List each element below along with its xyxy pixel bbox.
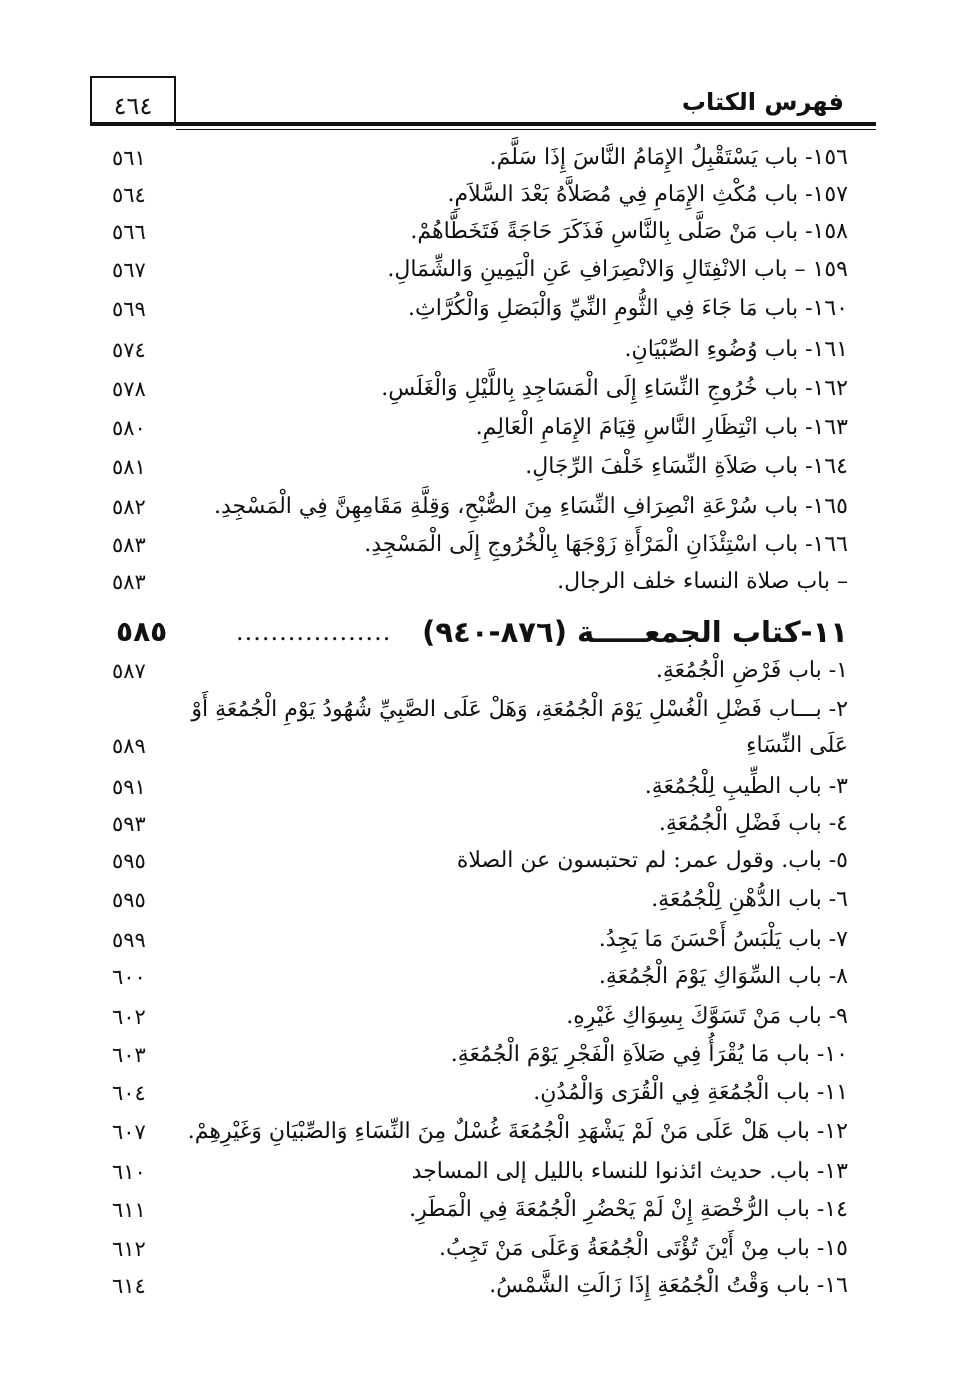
index-entry [0, 1192, 956, 1228]
entry-title: ٩- باب مَنْ تَسَوَّكَ بِسِوَاكِ غَيْرِهِ. [566, 1004, 848, 1029]
entry-title: ١٥- باب مِنْ أَيْنَ تُؤْتَى الْجُمُعَةُ وَعَلَى مَنْ تَجِبُ. [439, 1236, 848, 1261]
index-entry [0, 959, 956, 995]
index-entry [0, 843, 956, 879]
index-entry [0, 332, 956, 368]
entry-page: ٥٧٨ [112, 377, 146, 401]
index-entry [0, 882, 956, 918]
header-rule-thick [90, 122, 876, 126]
entry-page: ٥٩٩ [112, 928, 146, 952]
entry-title: ١- باب فَرْضِ الْجُمُعَةِ. [655, 658, 848, 683]
entry-title: ١٥٦- باب يَسْتَقْبِلُ الإِمَامُ النَّاسَ إِذَا سَلَّمَ. [489, 145, 848, 170]
page-number: ٤٦٤ [113, 92, 153, 120]
entry-title: ٨- باب السِّوَاكِ يَوْمَ الْجُمُعَةِ. [598, 964, 848, 989]
entry-page: ٥٦٩ [112, 297, 146, 321]
entry-page: ٦١٠ [112, 1160, 146, 1184]
entry-title: ١١- باب الْجُمُعَةِ فِي الْقُرَى وَالْمُدُنِ. [533, 1080, 848, 1105]
entry-title: ١٥٧- باب مُكْثِ الإِمَامِ فِي مُصَلاَّهُ بَعْدَ السَّلاَمِ. [447, 182, 848, 207]
running-title: فهرس الكتاب [681, 88, 844, 116]
index-entry [0, 999, 956, 1035]
index-entry [0, 1231, 956, 1267]
entry-page: ٥٦٧ [112, 258, 146, 282]
entry-page: ٥٩٥ [112, 888, 146, 912]
entry-page: ٦٠٠ [112, 965, 146, 989]
entry-title: ١٦- باب وَقْتُ الْجُمُعَةِ إِذَا زَالَتِ الشَّمْسُ. [489, 1273, 848, 1298]
entry-title: ٣- باب الطِّيبِ لِلْجُمُعَةِ. [644, 774, 848, 799]
index-entry [0, 252, 956, 288]
section-title: ١١-كتاب الجمعـــــة (٨٧٦-٩٤٠) [422, 615, 848, 649]
entry-title: – باب صلاة النساء خلف الرجال. [557, 569, 848, 594]
index-entry [0, 806, 956, 842]
entry-title: ١٢- باب هَلْ عَلَى مَنْ لَمْ يَشْهَدِ الْجُمُعَةَ غُسْلٌ مِنَ النِّسَاءِ وَالصِّبْيَانِ وَغَيْرِهِمْ. [187, 1119, 848, 1144]
index-entry [0, 527, 956, 563]
entry-title: ١٤- باب الرُّخْصَةِ إِنْ لَمْ يَحْضُرِ الْجُمُعَةَ فِي الْمَطَرِ. [409, 1197, 848, 1222]
entry-title: ١٦٣- باب انْتِظَارِ النَّاسِ قِيَامَ الإِمَامِ الْعَالِمِ. [475, 415, 848, 440]
entry-title: ٤- باب فَضْلِ الْجُمُعَةِ. [658, 811, 848, 836]
entry-title: ١٦٦- باب اسْتِئْذَانِ الْمَرْأَةِ زَوْجَهَا بِالْخُرُوجِ إِلَى الْمَسْجِدِ. [364, 532, 848, 557]
header-rule-thin [176, 129, 876, 130]
index-entry-multiline [0, 692, 956, 764]
index-entry [0, 922, 956, 958]
entry-page: ٦١٢ [112, 1237, 146, 1261]
entry-title: ١٥٨- باب مَنْ صَلَّى بِالنَّاسِ فَذَكَرَ حَاجَةً فَتَخَطَّاهُمْ. [410, 219, 848, 244]
entry-page: ٦١٤ [112, 1274, 146, 1298]
entry-page: ٦٠٤ [112, 1081, 146, 1105]
entry-title: ١٥٩ – باب الانْفِتَالِ وَالانْصِرَافِ عَنِ الْيَمِينِ وَالشِّمَالِ. [387, 257, 848, 282]
entry-page: ٥٨٧ [112, 659, 146, 683]
entry-page: ٦١١ [112, 1198, 146, 1222]
entry-page: ٥٨٣ [112, 533, 146, 557]
entry-page: ٥٨٠ [112, 416, 146, 440]
entry-page: ٥٦٦ [112, 220, 146, 244]
entry-page: ٥٦٤ [112, 183, 146, 207]
entry-page: ٥٧٤ [112, 338, 146, 362]
entry-title-line-1: ٢- بـــاب فَضْلِ الْغُسْلِ يَوْمَ الْجُمُعَةِ، وَهَلْ عَلَى الصَّبِيِّ شُهُودُ يَوْمِ الْجُمُعَةِ أَوْ [191, 697, 848, 722]
index-entry [0, 371, 956, 407]
entry-page: ٦٠٣ [112, 1043, 146, 1067]
entry-page: ٥٩٣ [112, 812, 146, 836]
index-entry [0, 769, 956, 805]
entry-title: ٧- باب يَلْبَسُ أَحْسَنَ مَا يَجِدُ. [598, 927, 848, 952]
index-entry [0, 1114, 956, 1150]
entry-title: ١٦٤- باب صَلاَةِ النِّسَاءِ خَلْفَ الرِّجَالِ. [525, 454, 848, 479]
entry-title: ١٦١- باب وُضُوءِ الصِّبْيَانِ. [624, 337, 848, 362]
entry-page: ٦٠٧ [112, 1120, 146, 1144]
entry-title: ١٣- باب. حديث ائذنوا للنساء بالليل إلى المساجد [411, 1159, 848, 1184]
index-entry [0, 291, 956, 327]
entry-title: ١٦٠- باب مَا جَاءَ فِي الثُّومِ النِّيِّ وَالْبَصَلِ وَالْكُرَّاثِ. [408, 296, 848, 321]
entry-page: ٥٨٩ [112, 734, 146, 758]
index-entry [0, 564, 956, 600]
entry-title: ١٠- باب مَا يُقْرَأُ فِي صَلاَةِ الْفَجْرِ يَوْمَ الْجُمُعَةِ. [450, 1042, 848, 1067]
index-entry [0, 214, 956, 250]
index-entry [0, 177, 956, 213]
entry-title-line-2: عَلَى النِّسَاءِ [746, 733, 848, 758]
index-entry [0, 1268, 956, 1304]
section-heading [0, 608, 956, 656]
index-entry [0, 1075, 956, 1111]
entry-page: ٦٠٢ [112, 1005, 146, 1029]
entry-title: ١٦٥- باب سُرْعَةِ انْصِرَافِ النِّسَاءِ مِنَ الصُّبْحِ، وَقِلَّةِ مَقَامِهِنَّ فِي الْمَسْجِدِ. [214, 494, 848, 519]
entry-title: ١٦٢- باب خُرُوجِ النِّسَاءِ إِلَى الْمَسَاجِدِ بِاللَّيْلِ وَالْغَلَسِ. [381, 376, 848, 401]
entry-title: ٦- باب الدُّهْنِ لِلْجُمُعَةِ. [651, 887, 848, 912]
index-entry [0, 1154, 956, 1190]
section-leader-dots: .................. [236, 618, 392, 646]
entry-page: ٥٨٢ [112, 495, 146, 519]
index-entry [0, 1037, 956, 1073]
index-entry [0, 489, 956, 525]
entry-page: ٥٩٥ [112, 849, 146, 873]
index-entry [0, 449, 956, 485]
entry-title: ٥- باب. وقول عمر: لم تحتبسون عن الصلاة [456, 848, 848, 873]
entry-page: ٥٦١ [112, 146, 146, 170]
entry-page: ٥٨٣ [112, 570, 146, 594]
index-entry [0, 140, 956, 176]
index-entry [0, 410, 956, 446]
entry-page: ٥٩١ [112, 775, 146, 799]
section-page: ٥٨٥ [116, 615, 168, 648]
entry-page: ٥٨١ [112, 455, 146, 479]
index-entry [0, 653, 956, 689]
